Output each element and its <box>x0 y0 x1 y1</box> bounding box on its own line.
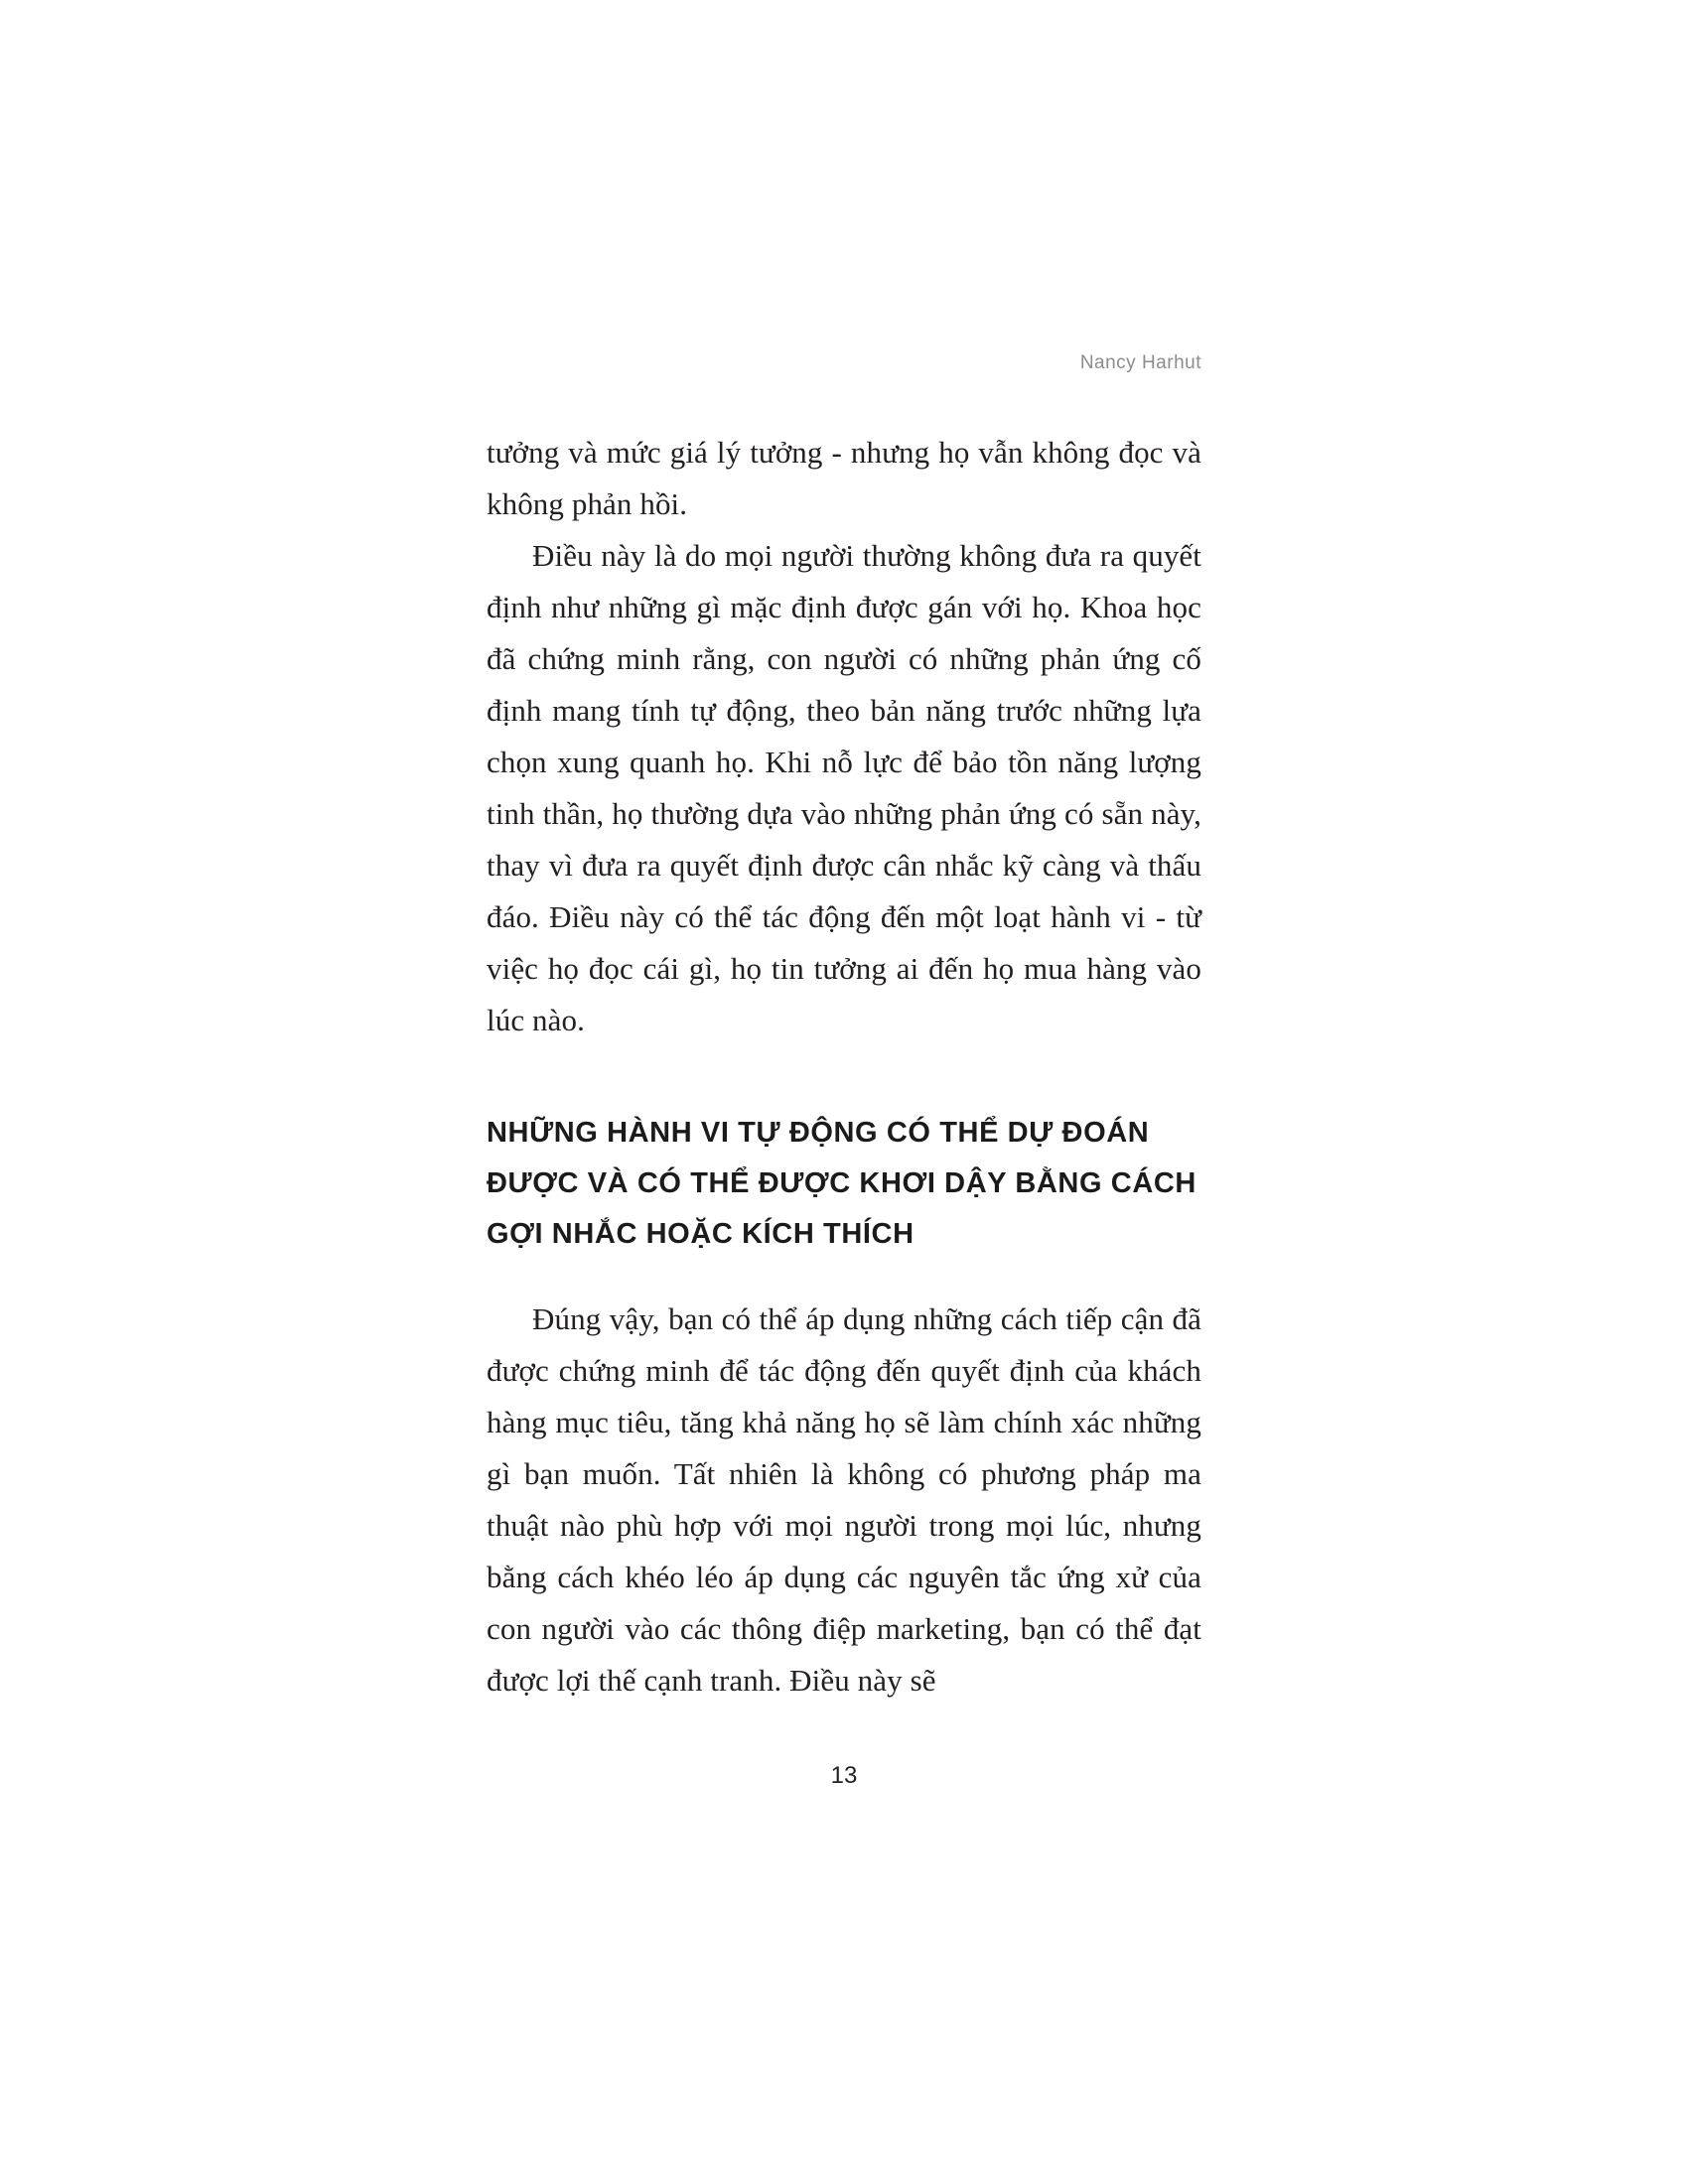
page-body <box>487 427 1201 1706</box>
running-head-author: Nancy Harhut <box>1079 352 1201 373</box>
section-heading: NHỮNG HÀNH VI TỰ ĐỘNG CÓ THỂ DỰ ĐOÁN ĐƯỢC VÀ CÓ THỂ ĐƯỢC KHƠI DẬY BẰNG CÁCH GỢI NHẮC HOẶC KÍCH THÍCH <box>487 1117 1196 1250</box>
page-number: 13 <box>830 1762 858 1789</box>
paragraph-body: Điều này là do mọi người thường không đưa ra quyết định như những gì mặc định được gán với họ. Khoa học đã chứng minh rằng, con người có những phản ứng cố định mang tính tự động, theo bản năng trước những lựa chọn xung quanh họ. Khi nỗ lực để bảo tồn năng lượng tinh thần, họ thường dựa vào những phản ứng có sẵn này, thay vì đưa ra quyết định được cân nhắc kỹ càng và thấu đáo. Điều này có thể tác động đến một loạt hành vi - từ việc họ đọc cái gì, họ tin tưởng ai đến họ mua hàng vào lúc nào. <box>487 538 1201 1037</box>
paragraph-body: Đúng vậy, bạn có thể áp dụng những cách tiếp cận đã được chứng minh để tác động đến quyết định của khách hàng mục tiêu, tăng khả năng họ sẽ làm chính xác những gì bạn muốn. Tất nhiên là không có phương pháp ma thuật nào phù hợp với mọi người trong mọi lúc, nhưng bằng cách khéo léo áp dụng các nguyên tắc ứng xử của con người vào các thông điệp marketing, bạn có thể đạt được lợi thế cạnh tranh. Điều này sẽ <box>487 1301 1201 1698</box>
paragraph-continued: tưởng và mức giá lý tưởng - nhưng họ vẫn không đọc và không phản hồi. <box>487 435 1201 521</box>
